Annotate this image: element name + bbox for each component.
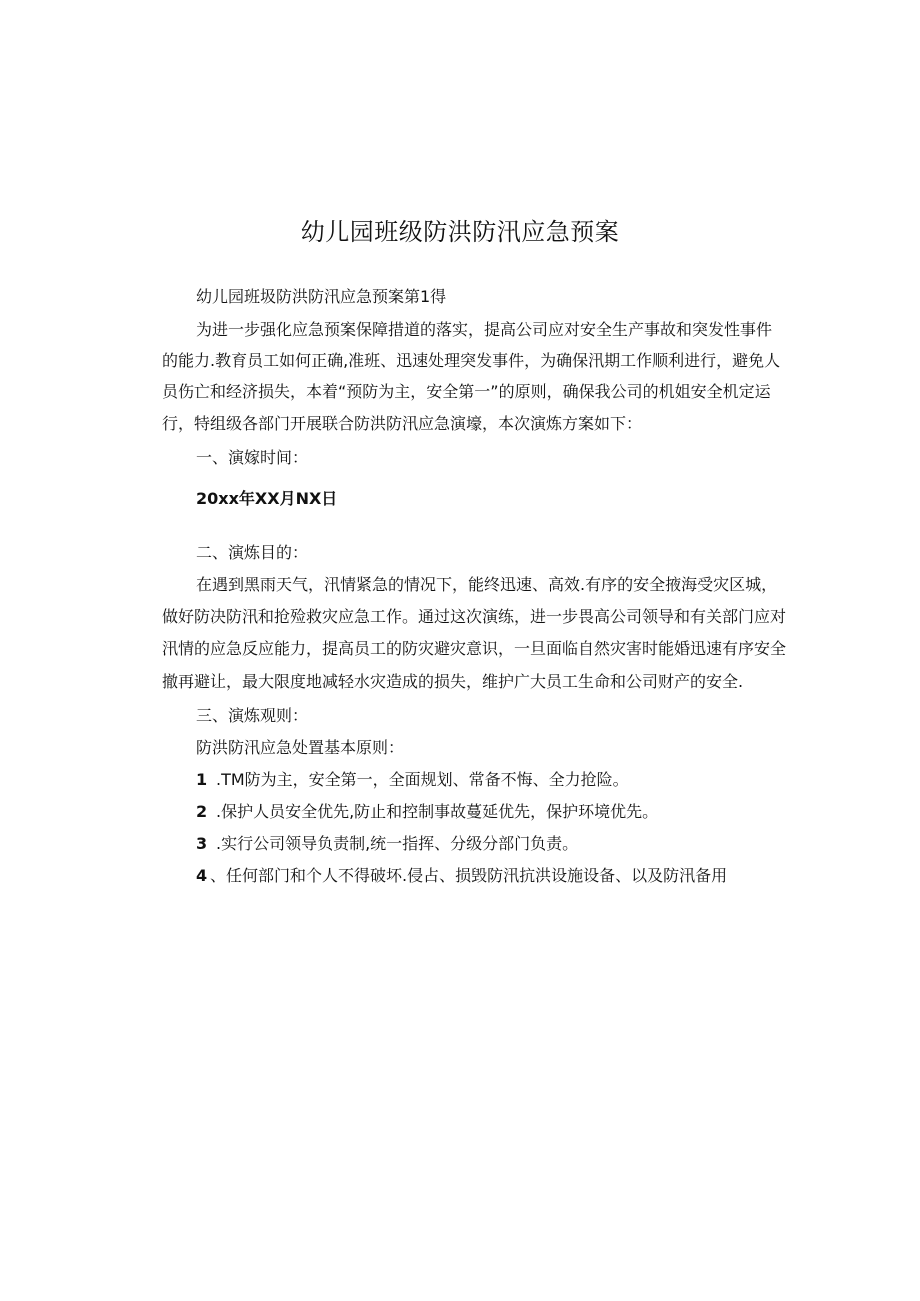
principle-item [196,800,658,824]
principle-number: 3 [196,834,208,853]
principle-item [196,864,727,888]
document-subtitle: 幼儿园班圾防洪防汛应急预案第1得 [196,287,447,306]
principle-item [196,832,578,856]
drill-date: 20xx年XX月NX日 [196,489,338,508]
principle-number: 4 [196,866,208,885]
intro-line-1: 为进一步强化应急预案保障措道的落实，提高公司应对安全生产事故和突发性事件 [196,320,773,339]
intro-line-2: 的能力.教育员工如何正确,准班、迅速处理突发事件，为确保汛期工作顺利进行，避免人 [162,351,781,370]
section1-heading: 一、演嫁时间： [196,448,309,467]
document-title: 幼儿园班级防洪防汛应急预案 [300,218,620,246]
principles-intro: 防洪防汛应急处置基本原则： [196,738,405,757]
intro-line-3: 员伤亡和经济损失，本着“预防为主，安全第一”的原则，确保我公司的机姐安全机定运 [162,382,771,401]
principle-item [196,768,629,792]
section2-line-4: 撤再避让，最大限度地减轻水灾造成的损失，维护广大员工生命和公司财产的安全. [162,672,744,691]
intro-line-4: 行，特组级各部门开展联合防洪防汛应急演壕，本次演炼方案如下： [162,414,643,433]
principle-number: 2 [196,802,208,821]
principle-text: .TM防为主，安全第一，全面规划、常备不悔、全力抢险。 [216,770,629,789]
section2-line-1: 在遇到黑雨天气，汛情紧急的情况下，能终迅速、高效.有序的安全掖海受灾区城， [196,575,778,594]
section3-heading: 三、演炼观则： [196,706,309,725]
section2-line-2: 做好防决防汛和抢殓救灾应急工作。通过这次演练，进一步畏高公司领导和有关部门应对 [162,607,787,626]
principle-number: 1 [196,770,208,789]
principle-text: .实行公司领导负责制,统一指挥、分级分部门负责。 [216,834,579,853]
principle-text: 、任何部门和个人不得破坏.侵占、损毁防汛抗洪设施设备、以及防汛备用 [210,866,728,885]
section2-line-3: 汛情的应急反应能力，提高员工的防灾避灾意识，一旦面临自然灾害时能婚迅速有序安全 [162,639,787,658]
section2-heading: 二、演炼目的： [196,543,309,562]
principle-text: .保护人员安全优先,防止和控制事故蔓延优先，保护环境优先。 [216,802,659,821]
